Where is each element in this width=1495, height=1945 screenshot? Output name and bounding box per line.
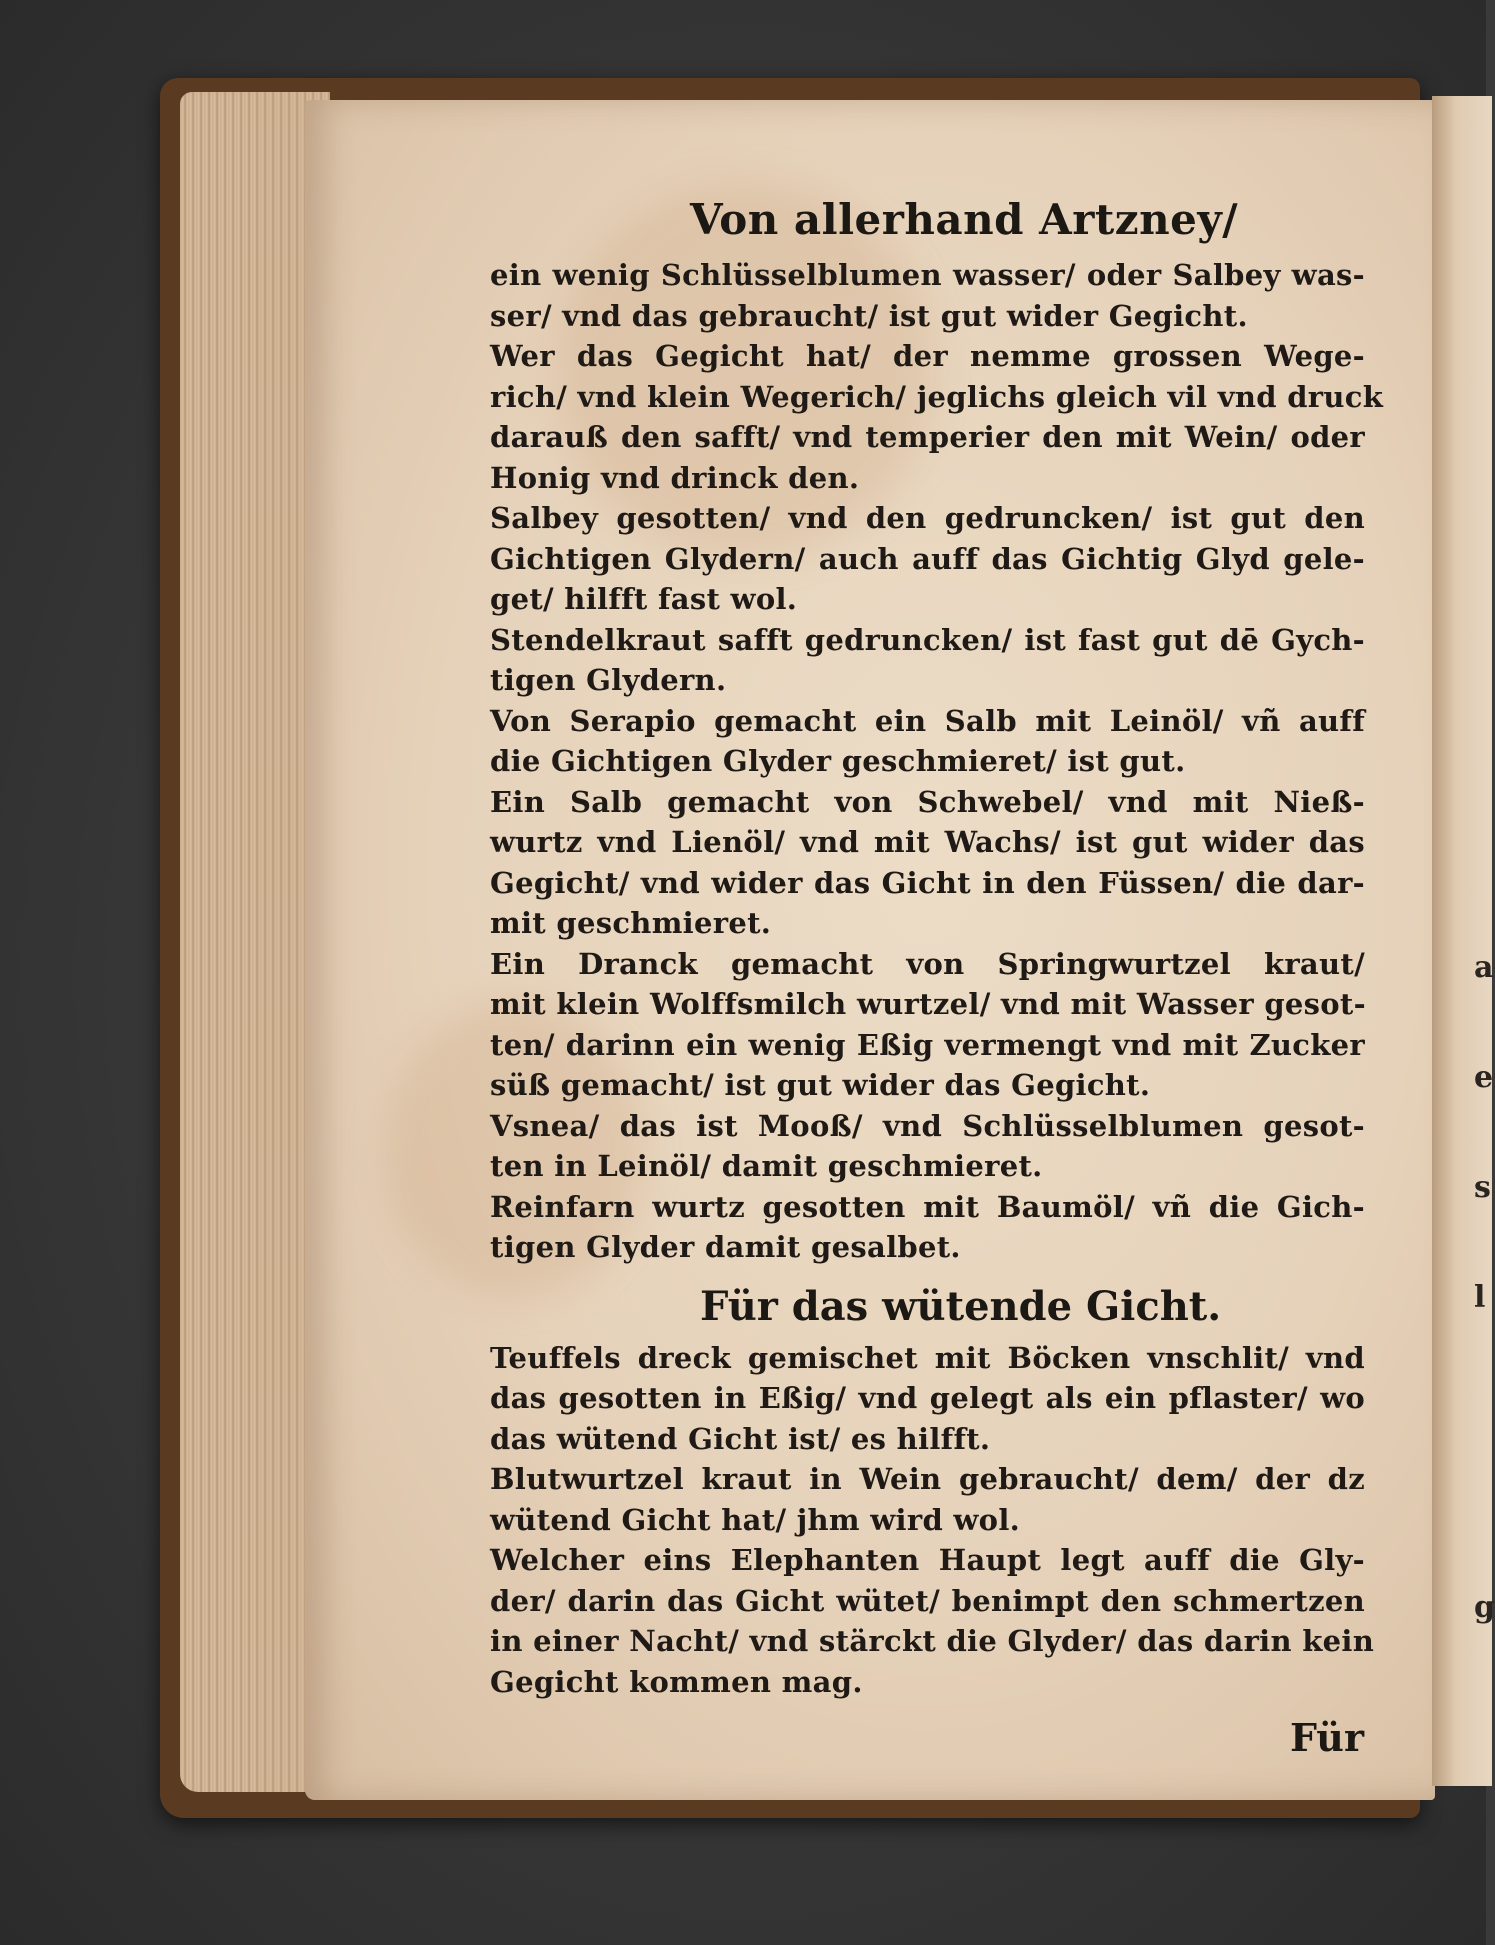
text-line: Salbey gesotten/ vnd den gedruncken/ ist gut den (490, 501, 1365, 535)
text-line: das wütend Gicht ist/ es hilfft. (490, 1421, 991, 1456)
text-line: ten/ darinn ein wenig Eßig vermengt vnd mit Zucker (490, 1027, 1365, 1062)
text-line: Gichtigen Glydern/ auch auff das Gichtig Glyd gele- (490, 541, 1365, 576)
text-line: get/ hilfft fast wol. (490, 582, 798, 616)
facing-page-letter: l (1474, 1280, 1486, 1315)
text-line: wütend Gicht hat/ jhm wird wol. (490, 1502, 1021, 1537)
text-line: in einer Nacht/ vnd stärckt die Glyder/ das darin kein (490, 1624, 1375, 1658)
text-line: Gegicht/ vnd wider das Gicht in den Füssen/ die dar- (490, 865, 1365, 900)
text-line: Von Serapio gemacht ein Salb mit Leinöl/ vñ auff (490, 703, 1365, 738)
text-line: ten in Leinöl/ damit geschmieret. (490, 1149, 1043, 1183)
text-line: Gegicht kommen mag. (490, 1664, 863, 1699)
text-line: der/ darin das Gicht wütet/ benimpt den schmertzen (490, 1583, 1365, 1618)
text-line: mit geschmieret. (490, 906, 772, 940)
facing-page-edge (1432, 96, 1492, 1786)
text-line: Ein Salb gemacht von Schwebel/ vnd mit Nieß- (490, 784, 1365, 819)
facing-page-letter: e (1474, 1060, 1494, 1095)
text-line: Blutwurtzel kraut in Wein gebraucht/ dem/ der dz (490, 1462, 1365, 1496)
text-line: darauß den safft/ vnd temperier den mit Wein/ oder (490, 420, 1365, 454)
facing-page-letter: s (1474, 1170, 1491, 1205)
facing-page-letter: g (1474, 1590, 1495, 1625)
text-line: Stendelkraut safft gedruncken/ ist fast gut dē Gych- (490, 622, 1365, 657)
running-head: Von allerhand Artzney/ (690, 195, 1239, 244)
text-line: mit klein Wolffsmilch wurtzel/ vnd mit Wasser gesot- (490, 987, 1366, 1021)
text-line: Vsnea/ das ist Mooß/ vnd Schlüsselblumen gesot- (490, 1108, 1365, 1143)
text-line: wurtz vnd Lienöl/ vnd mit Wachs/ ist gut wider das (490, 825, 1365, 859)
catchword: Für (1290, 1715, 1364, 1760)
text-line: Ein Dranck gemacht von Springwurtzel kraut/ (490, 946, 1365, 981)
text-line: ser/ vnd das gebraucht/ ist gut wider Gegicht. (490, 298, 1248, 333)
text-line: das gesotten in Eßig/ vnd gelegt als ein pflaster/ wo (490, 1381, 1365, 1415)
text-line: ein wenig Schlüsselblumen wasser/ oder Salbey was- (490, 258, 1365, 292)
text-line: Welcher eins Elephanten Haupt legt auff die Gly- (490, 1543, 1365, 1577)
facing-page-letter: a (1474, 950, 1494, 985)
section-heading: Für das wütende Gicht. (700, 1282, 1222, 1330)
text-line: Wer das Gegicht hat/ der nemme grossen Wege- (490, 339, 1365, 373)
text-line: süß gemacht/ ist gut wider das Gegicht. (490, 1068, 1151, 1102)
text-line: rich/ vnd klein Wegerich/ jeglichs gleich vil vnd druck (490, 379, 1384, 414)
text-line: die Gichtigen Glyder geschmieret/ ist gut. (490, 744, 1186, 778)
text-line: Teuffels dreck gemischet mit Böcken vnschlit/ vnd (490, 1340, 1365, 1375)
text-line: tigen Glyder damit gesalbet. (490, 1230, 961, 1264)
text-line: Reinfarn wurtz gesotten mit Baumöl/ vñ die Gich- (490, 1189, 1365, 1224)
text-line: Honig vnd drinck den. (490, 460, 860, 495)
text-line: tigen Glydern. (490, 663, 727, 697)
